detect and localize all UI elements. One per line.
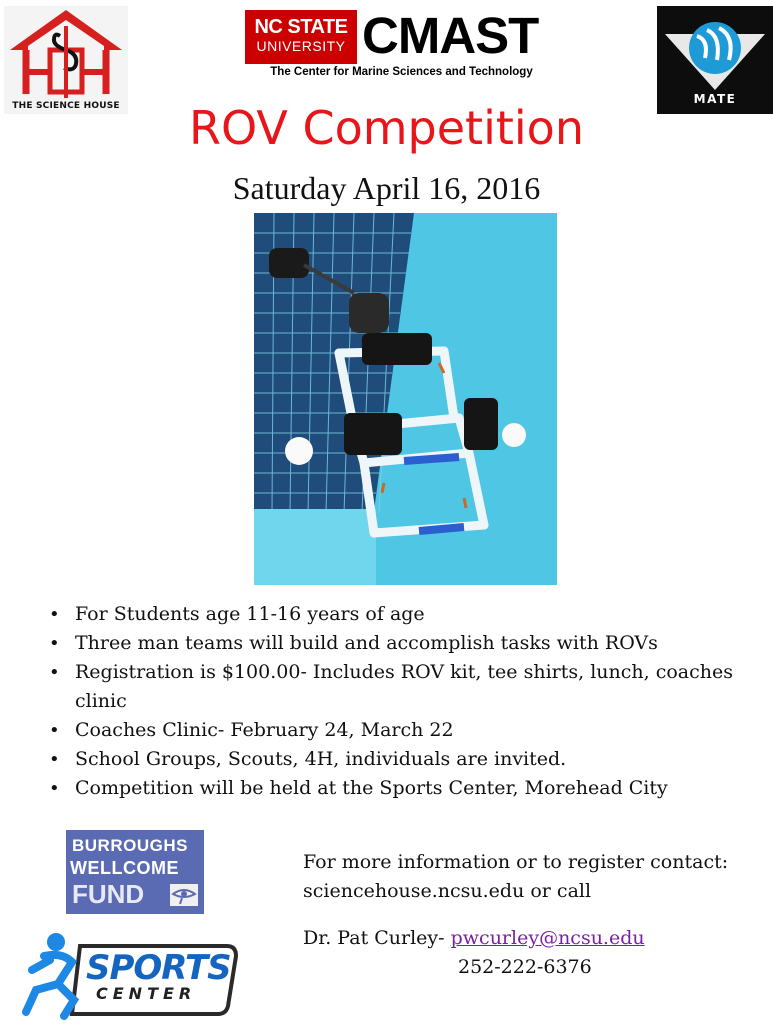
- list-item: • Three man teams will build and accomplish tasks with ROVs: [47, 629, 747, 658]
- mate-label: MATE: [693, 92, 737, 106]
- eye-of-horus-icon: [170, 884, 198, 906]
- email-link[interactable]: pwcurley@ncsu.edu: [450, 927, 645, 949]
- list-item: • School Groups, Scouts, 4H, individuals are invited.: [47, 745, 747, 774]
- list-item: • Competition will be held at the Sports Center, Morehead City: [47, 774, 747, 803]
- list-item: • For Students age 11-16 years of age: [47, 600, 747, 629]
- cmast-wordmark: CMAST: [362, 7, 539, 64]
- ncstate-logo: [245, 10, 357, 64]
- contact-website: sciencehouse.ncsu.edu or call: [303, 880, 592, 902]
- ncstate-line1: NC STATE: [254, 16, 348, 38]
- event-details-list: [47, 600, 747, 803]
- burroughs-wellcome-fund-logo: [66, 830, 204, 914]
- contact-intro: For more information or to register contact:: [303, 851, 729, 873]
- list-item: • Registration is $100.00- Includes ROV kit, tee shirts, lunch, coaches clinic: [47, 658, 747, 716]
- sports-word: SPORTS: [86, 948, 231, 988]
- page-title: ROV Competition: [189, 101, 584, 155]
- list-item: • Coaches Clinic- February 24, March 22: [47, 716, 747, 745]
- ncstate-line2: UNIVERSITY: [256, 38, 346, 54]
- bwf-line2: WELLCOME: [70, 858, 179, 878]
- contact-person: [303, 924, 645, 953]
- contact-name: Dr. Pat Curley-: [303, 927, 451, 949]
- rov-underwater-image: [254, 213, 557, 585]
- event-date: Saturday April 16, 2016: [232, 170, 541, 206]
- bwf-line3: FUND: [72, 879, 145, 909]
- sports-center-logo: [22, 928, 242, 1020]
- center-word: CENTER: [96, 984, 197, 1003]
- science-house-caption: THE SCIENCE HOUSE: [12, 101, 120, 111]
- rov-photo: [254, 213, 557, 585]
- bwf-line1: BURROUGHS: [72, 836, 188, 855]
- contact-phone: 252-222-6376: [458, 956, 592, 978]
- cmast-subtitle: The Center for Marine Sciences and Technology: [270, 66, 533, 78]
